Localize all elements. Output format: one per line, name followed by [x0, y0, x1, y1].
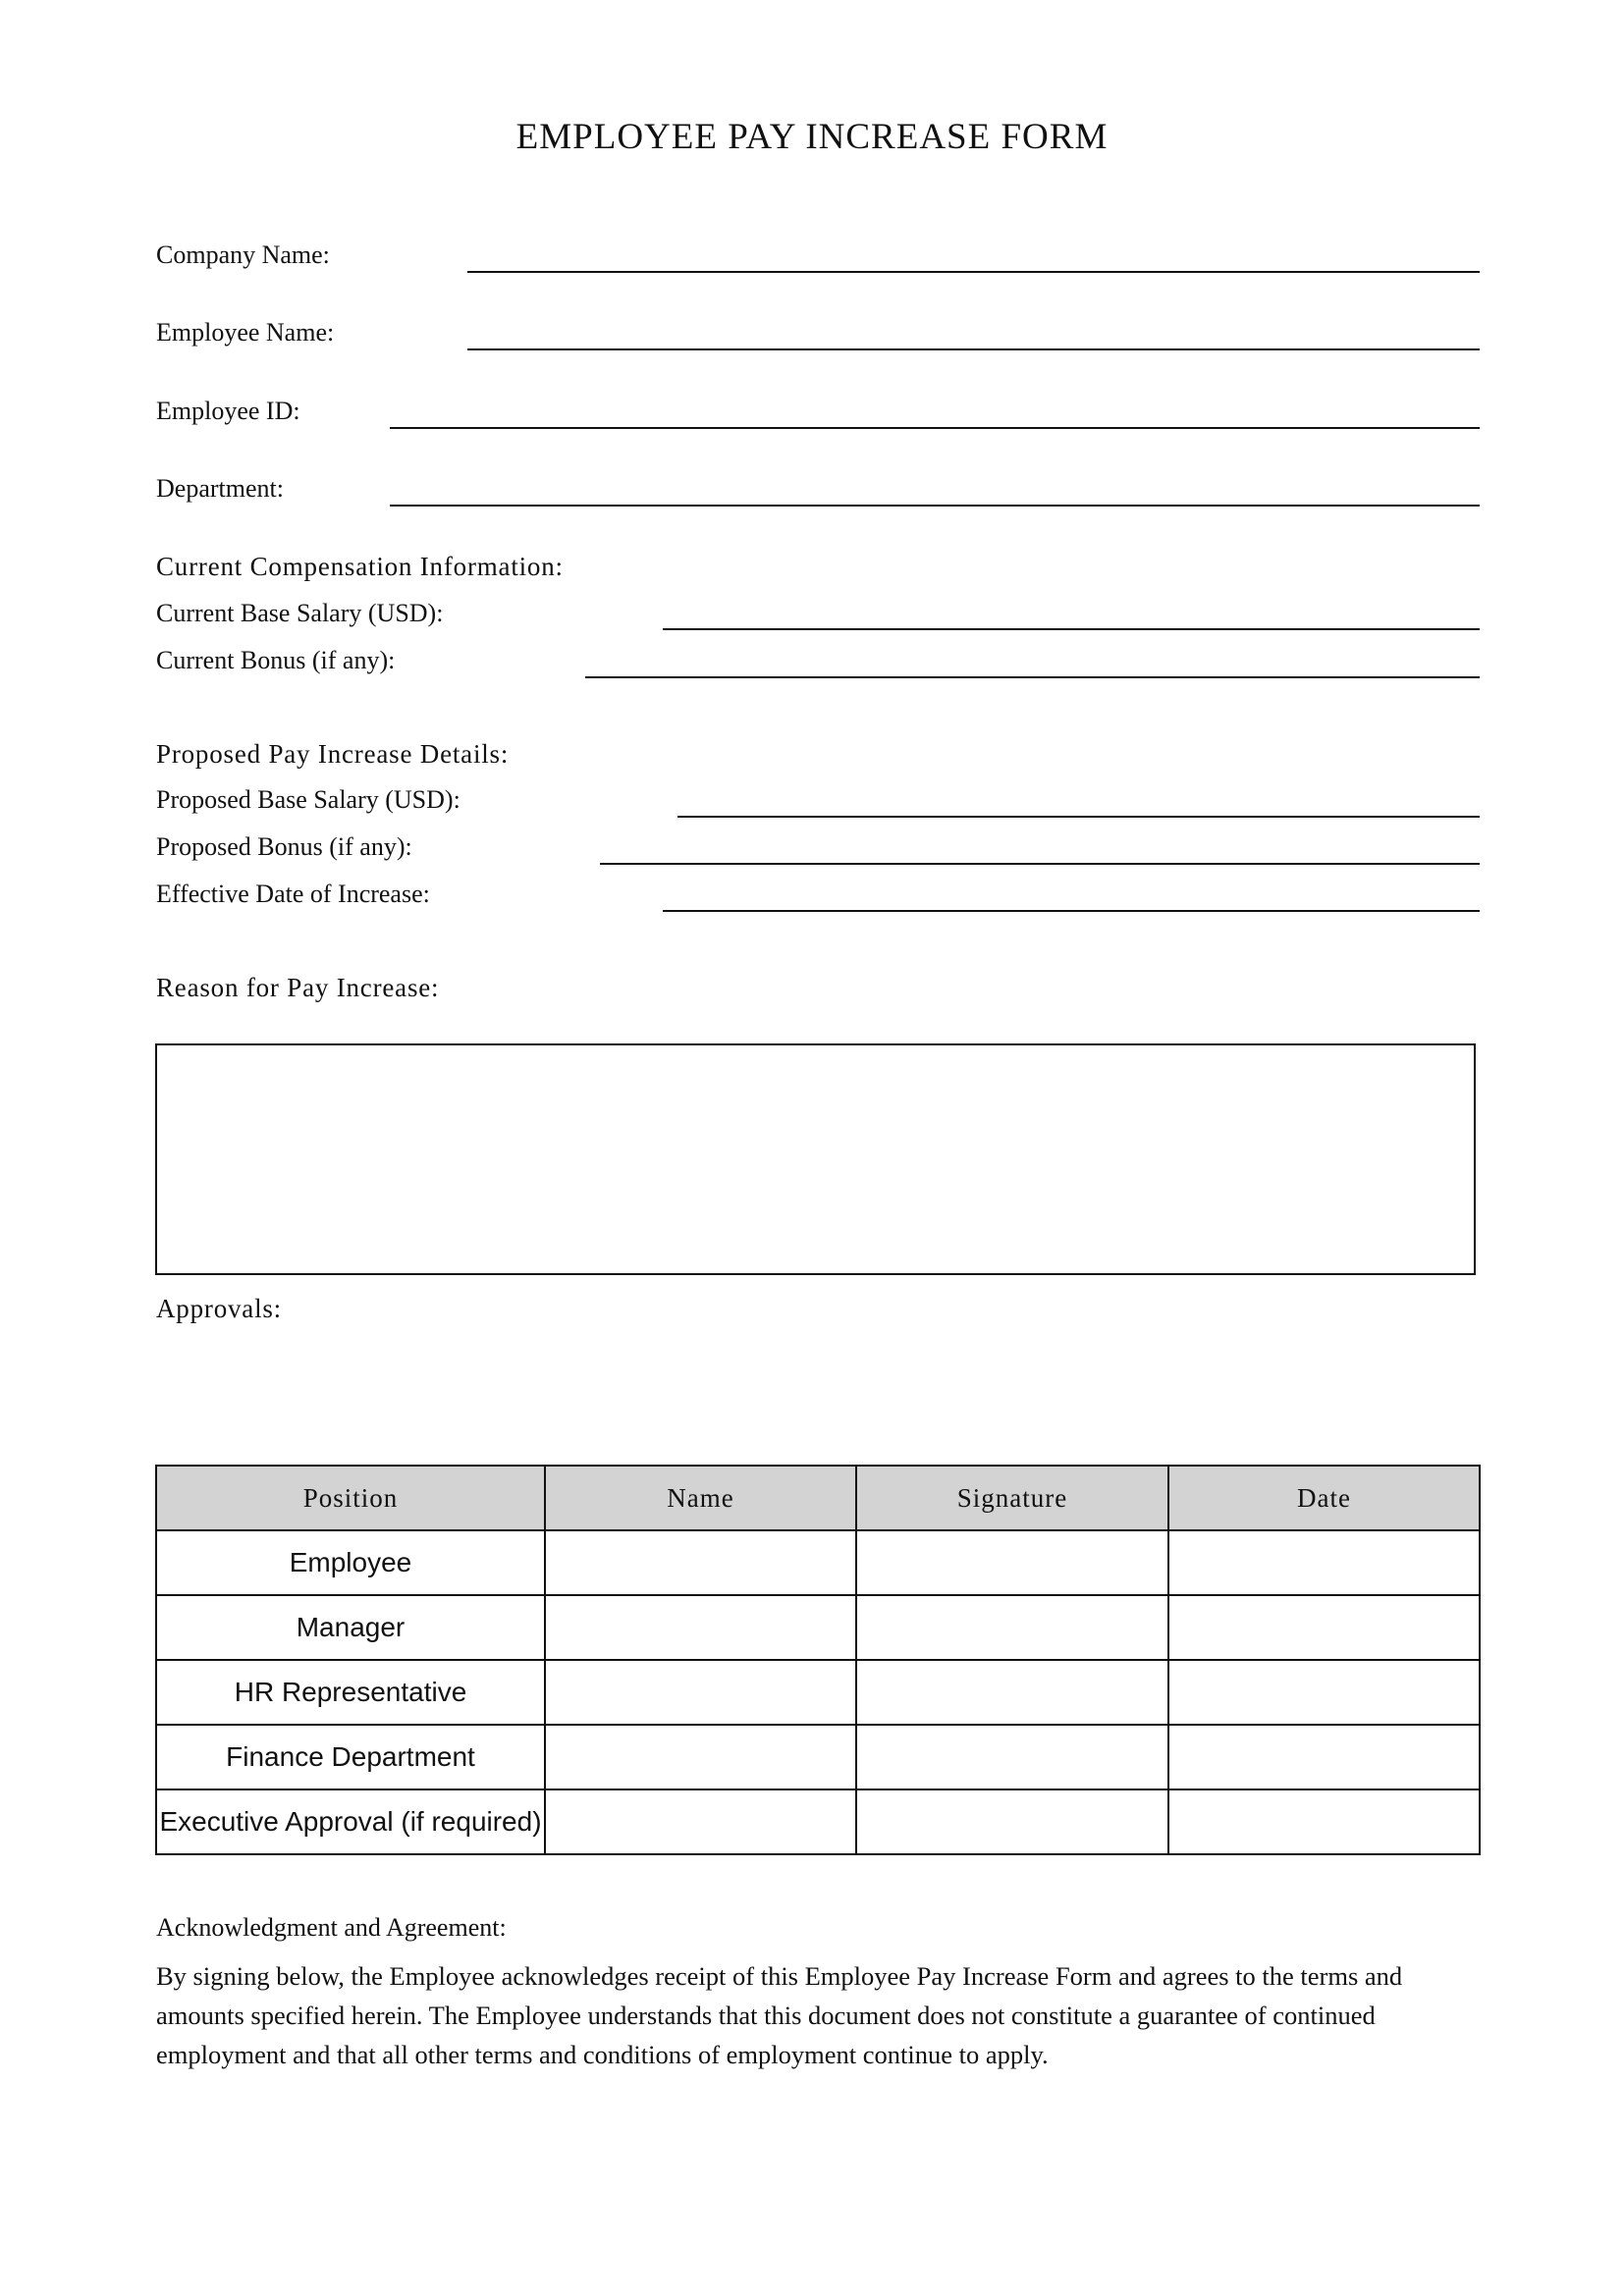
- table-row: [156, 1789, 1480, 1854]
- table-row: [156, 1530, 1480, 1595]
- proposed-base-salary-label: Proposed Base Salary (USD):: [156, 785, 460, 814]
- current-bonus-label: Current Bonus (if any):: [156, 646, 396, 674]
- proposed-base-salary-field[interactable]: [677, 816, 1480, 818]
- current-base-salary-field[interactable]: [663, 628, 1480, 630]
- proposed-bonus-label: Proposed Bonus (if any):: [156, 832, 412, 861]
- employee-name-field[interactable]: [467, 348, 1480, 350]
- date-cell[interactable]: [1168, 1660, 1480, 1725]
- position-cell: HR Representative: [156, 1660, 545, 1725]
- name-cell[interactable]: [545, 1530, 856, 1595]
- department-label: Department:: [156, 474, 284, 503]
- effective-date-field[interactable]: [663, 910, 1480, 912]
- column-header-signature: Signature: [856, 1466, 1168, 1530]
- proposed-bonus-field[interactable]: [600, 863, 1480, 865]
- current-compensation-heading: Current Compensation Information:: [156, 552, 564, 581]
- signature-cell[interactable]: [856, 1789, 1168, 1854]
- signature-cell[interactable]: [856, 1725, 1168, 1789]
- current-bonus-field[interactable]: [585, 676, 1480, 678]
- proposed-increase-heading: Proposed Pay Increase Details:: [156, 739, 510, 769]
- date-cell[interactable]: [1168, 1725, 1480, 1789]
- acknowledgment-text: By signing below, the Employee acknowledges receipt of this Employee Pay Increase Form and agrees to the terms and amounts specified herein. The Employee understands that this document does not constitute a guarantee of continued employment and that all other terms and conditions of employment continue to apply.: [156, 1961, 1403, 2069]
- approvals-heading: Approvals:: [156, 1294, 282, 1323]
- company-name-label: Company Name:: [156, 240, 330, 269]
- column-header-name: Name: [545, 1466, 856, 1530]
- column-header-position: Position: [156, 1466, 545, 1530]
- name-cell[interactable]: [545, 1660, 856, 1725]
- position-cell: Manager: [156, 1595, 545, 1660]
- name-cell[interactable]: [545, 1725, 856, 1789]
- reason-heading: Reason for Pay Increase:: [156, 973, 440, 1002]
- form-title: EMPLOYEE PAY INCREASE FORM: [515, 117, 1109, 157]
- approvals-table: [155, 1465, 1481, 1855]
- signature-cell[interactable]: [856, 1595, 1168, 1660]
- current-base-salary-label: Current Base Salary (USD):: [156, 599, 444, 627]
- table-row: [156, 1595, 1480, 1660]
- signature-cell[interactable]: [856, 1660, 1168, 1725]
- date-cell[interactable]: [1168, 1530, 1480, 1595]
- position-cell: Finance Department: [156, 1725, 545, 1789]
- company-name-field[interactable]: [467, 271, 1480, 273]
- employee-id-label: Employee ID:: [156, 397, 300, 425]
- position-cell: Employee: [156, 1530, 545, 1595]
- table-row: [156, 1660, 1480, 1725]
- table-header-row: [156, 1466, 1480, 1530]
- effective-date-label: Effective Date of Increase:: [156, 880, 430, 908]
- table-row: [156, 1725, 1480, 1789]
- reason-textbox[interactable]: [155, 1043, 1476, 1275]
- department-field[interactable]: [390, 505, 1480, 507]
- name-cell[interactable]: [545, 1789, 856, 1854]
- signature-cell[interactable]: [856, 1530, 1168, 1595]
- column-header-date: Date: [1168, 1466, 1480, 1530]
- date-cell[interactable]: [1168, 1595, 1480, 1660]
- position-cell: Executive Approval (if required): [156, 1789, 545, 1854]
- date-cell[interactable]: [1168, 1789, 1480, 1854]
- employee-name-label: Employee Name:: [156, 318, 335, 347]
- name-cell[interactable]: [545, 1595, 856, 1660]
- employee-id-field[interactable]: [390, 427, 1480, 429]
- acknowledgment-heading: Acknowledgment and Agreement:: [156, 1913, 507, 1942]
